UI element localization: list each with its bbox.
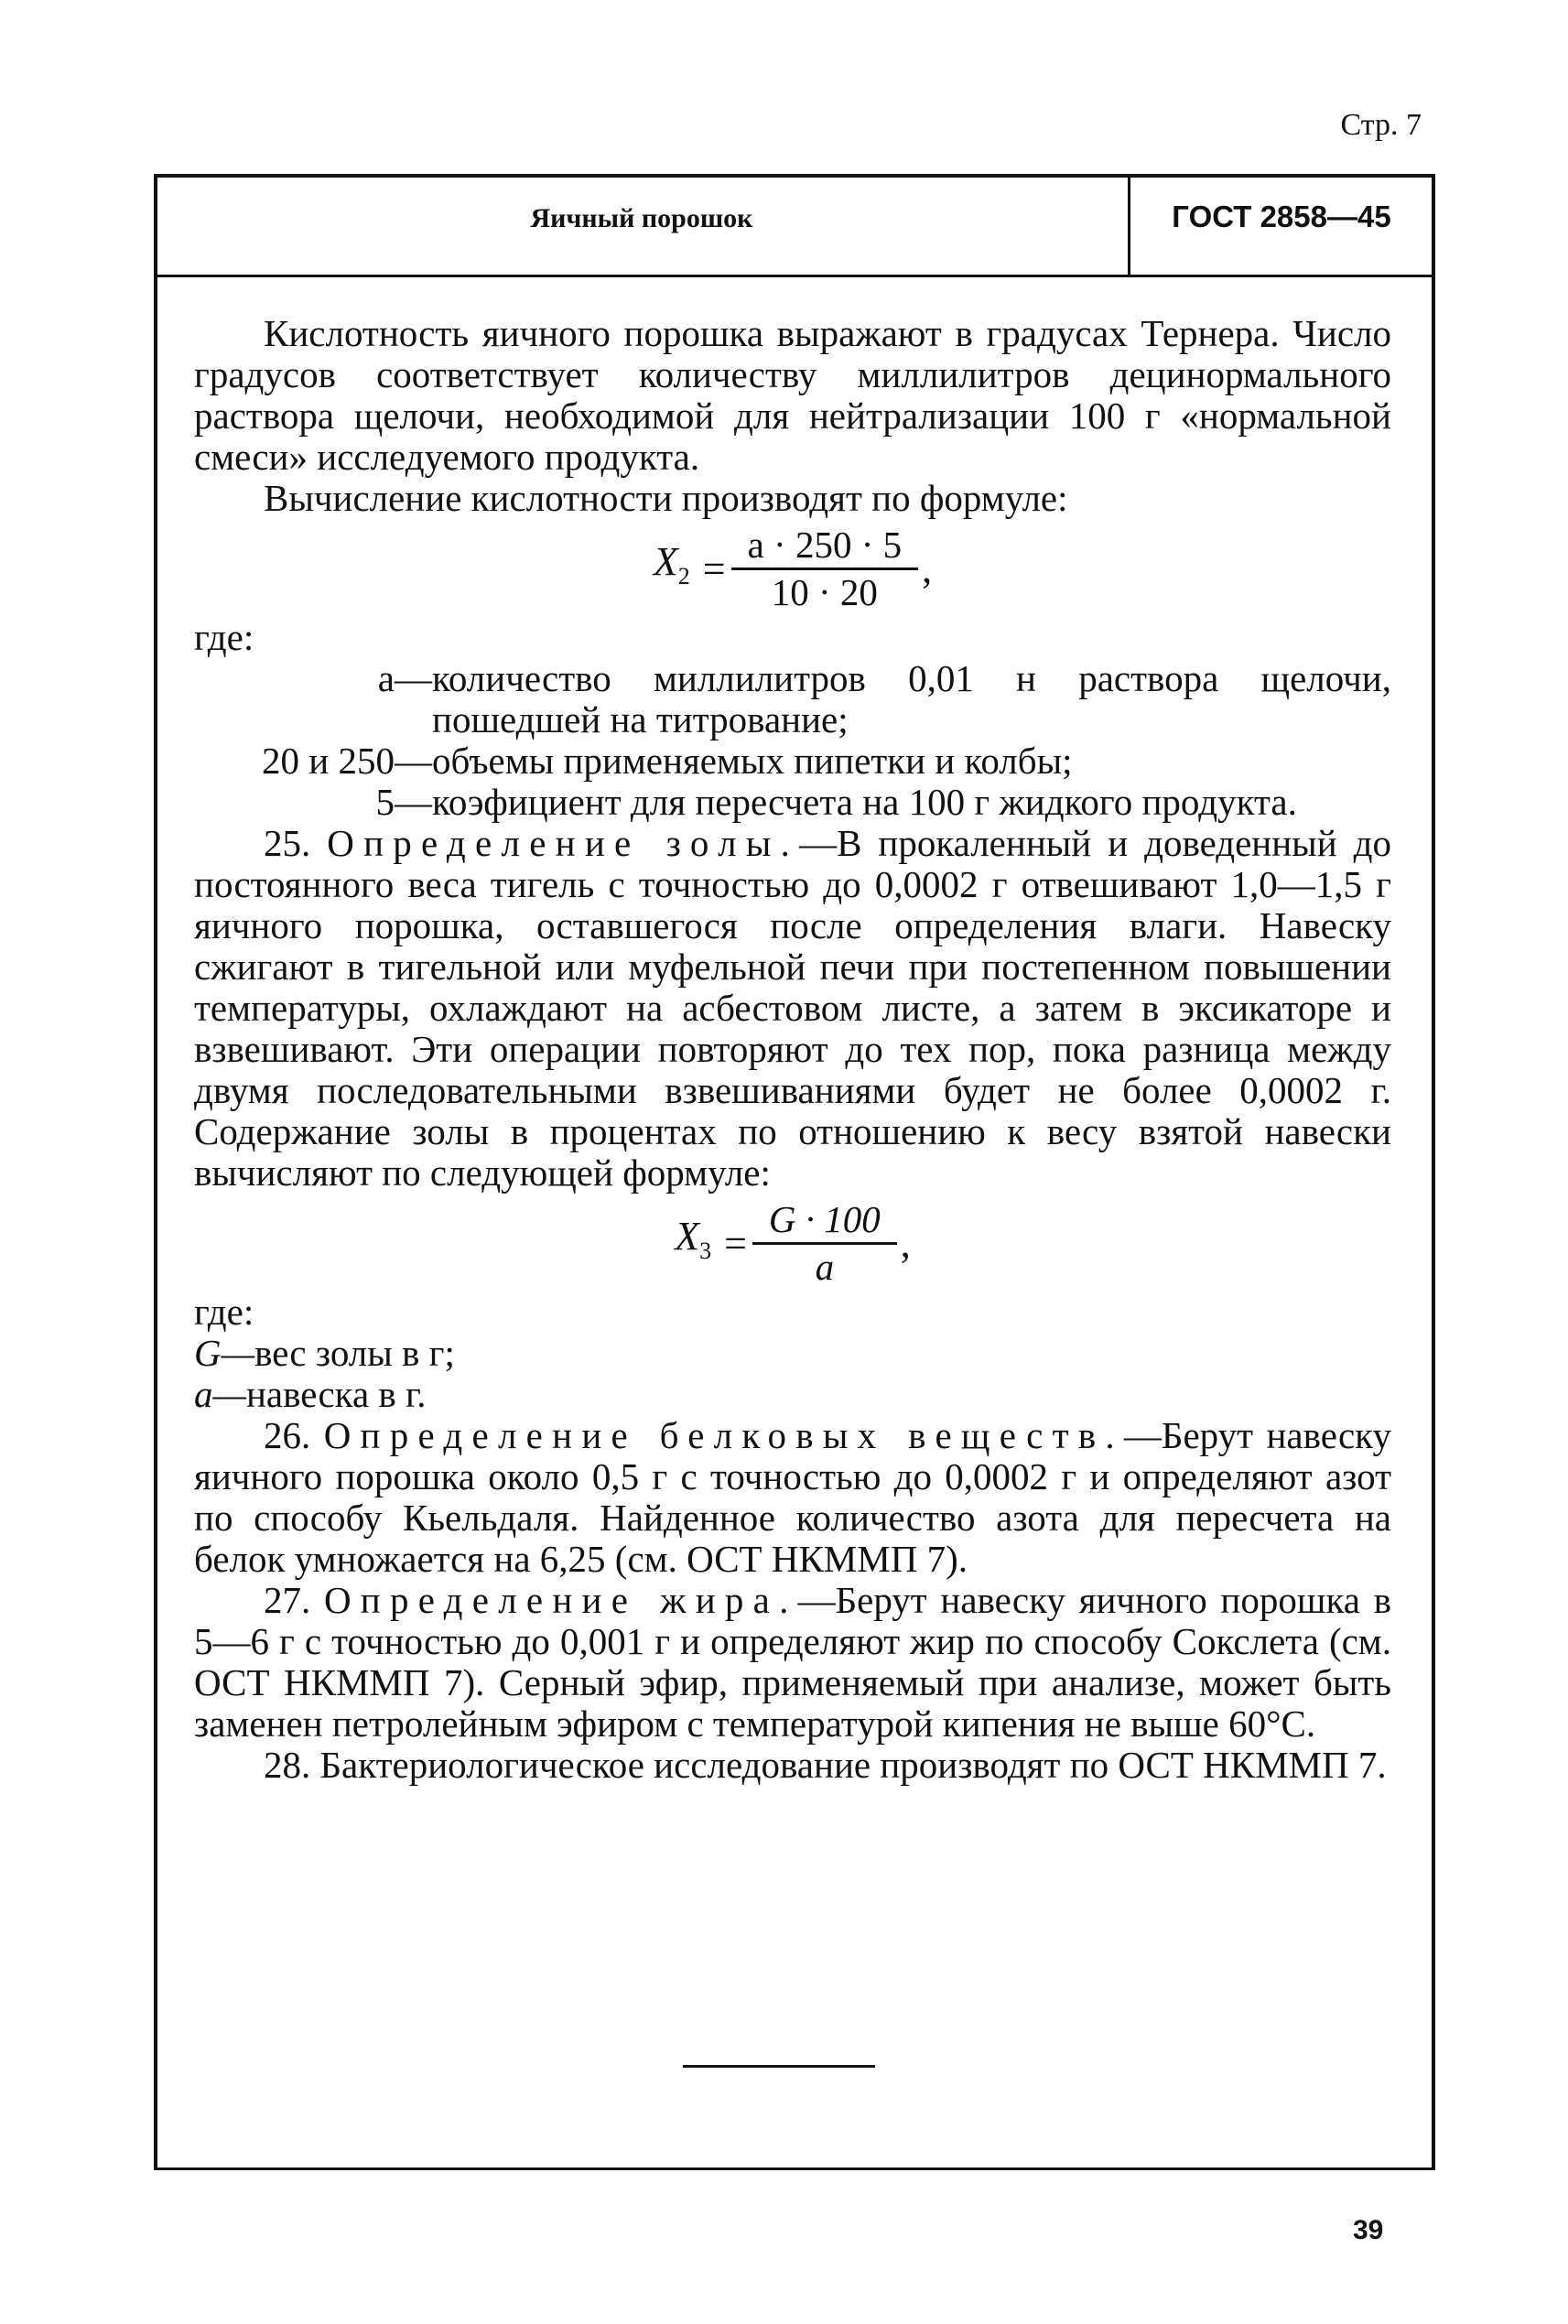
legend-key: a— [377, 657, 432, 699]
header-title: Яичный порошок [530, 203, 753, 233]
header-standard-code: ГОСТ 2858—45 [1172, 200, 1391, 233]
legend-key: a— [194, 1373, 246, 1415]
formula-comma: , [922, 546, 933, 591]
header-divider [1128, 174, 1130, 275]
where-label: где: [194, 616, 254, 658]
section-text: —В прокаленный и доведенный до постоянного веса тигель с точностью до 0,0002 г отвешивают 1,0—1,5 г яичного порошка, оставшегося после определения влаги. Навеску сжигают в тигельной или муфельной печи при постепенном повышении температуры, охлаждают на асбестовом листе, а затем в эксикаторе и взвешивают. Эти операции повторяют до тех пор, пока разница между двумя последовательными взвешиваниями будет не более 0,0002 г. Содержание золы в процентах по отношению к весу взятой навески вычисляют по следующей формуле: [194, 822, 1391, 1194]
where-label: где: [194, 1291, 254, 1333]
legend-item [194, 740, 1391, 782]
formula-numerator: a · 250 · 5 [731, 524, 919, 570]
section-heading: Определение золы. [327, 822, 800, 864]
document-body [194, 313, 1391, 1786]
page-label: Стр. 7 [1340, 108, 1422, 142]
formula-fraction [752, 1199, 897, 1288]
legend-key: 5— [375, 781, 432, 823]
legend-text: коэфициент для пересчета на 100 г жидкого продукта. [432, 781, 1297, 823]
frame-right-rule [1432, 174, 1435, 2169]
formula-lhs: $X_3$ [675, 1214, 712, 1264]
frame-left-rule [154, 174, 157, 2169]
legend-key: 20 и 250— [262, 740, 432, 782]
formula-intro: Вычисление кислотности производят по формуле: [264, 477, 1068, 519]
formula-equals: = [724, 1221, 747, 1266]
ash-formula [194, 1199, 1391, 1288]
end-rule [683, 2065, 875, 2068]
frame-bottom-rule [154, 2167, 1435, 2170]
legend-item [194, 1374, 1391, 1415]
footer-page-number: 39 [1353, 2215, 1384, 2245]
section-text: Бактериологическое исследование производят по ОСТ НКММП 7. [319, 1744, 1387, 1786]
section-text: —Берут навеску яичного порошка около 0,5 г с точностью до 0,0002 г и определяют азот по способу Кьельдаля. Найденное количество азота для пересчета на белок умножается на 6,25 (см. ОСТ НКММП 7). [194, 1414, 1391, 1580]
section-number: 27. [264, 1579, 311, 1621]
section-27 [194, 1580, 1391, 1745]
legend-text: объемы применяемых пипетки и колбы; [432, 740, 1073, 782]
section-number: 28. [264, 1744, 311, 1786]
section-25 [194, 823, 1391, 1194]
section-26 [194, 1415, 1391, 1580]
formula-denominator: a [815, 1246, 835, 1288]
section-number: 25. [264, 822, 311, 864]
formula-denominator: 10 · 20 [771, 571, 878, 613]
formula-comma: , [900, 1221, 911, 1266]
legend-text: навеска в г. [245, 1373, 427, 1415]
frame-top-rule [154, 174, 1435, 178]
legend-key: G— [194, 1332, 255, 1374]
intro-paragraph: Кислотность яичного порошка выражают в градусах Тернера. Число градусов соответствует количеству миллилитров децинормального раствора щелочи, необходимой для нейтрализации 100 г «нормальной смеси» исследуемого продукта. [194, 312, 1391, 478]
section-heading: Определение жира. [323, 1579, 798, 1621]
legend-item [194, 1333, 1391, 1374]
formula-lhs: $X_2$ [653, 539, 690, 589]
section-28 [194, 1745, 1391, 1786]
header-bottom-rule [154, 275, 1435, 277]
legend-text: количество миллилитров 0,01 н раствора щелочи, пошедшей на титрование; [432, 657, 1391, 740]
legend-item [194, 782, 1391, 823]
acidity-formula [194, 524, 1391, 613]
formula-fraction [731, 524, 919, 613]
formula-equals: = [702, 546, 726, 591]
section-heading: Определение белковых веществ. [323, 1414, 1124, 1456]
formula-numerator: G · 100 [752, 1199, 897, 1245]
section-number: 26. [264, 1414, 311, 1456]
legend-item [194, 658, 1391, 740]
section-text: —Берут навеску яичного порошка в 5—6 г с точностью до 0,001 г и определяют жир по способу Сокслета (см. ОСТ НКММП 7). Серный эфир, применяемый при анализе, может быть заменен петролейным эфиром с температурой кипения не выше 60°С. [194, 1579, 1391, 1745]
legend-text: вес золы в г; [254, 1332, 455, 1374]
